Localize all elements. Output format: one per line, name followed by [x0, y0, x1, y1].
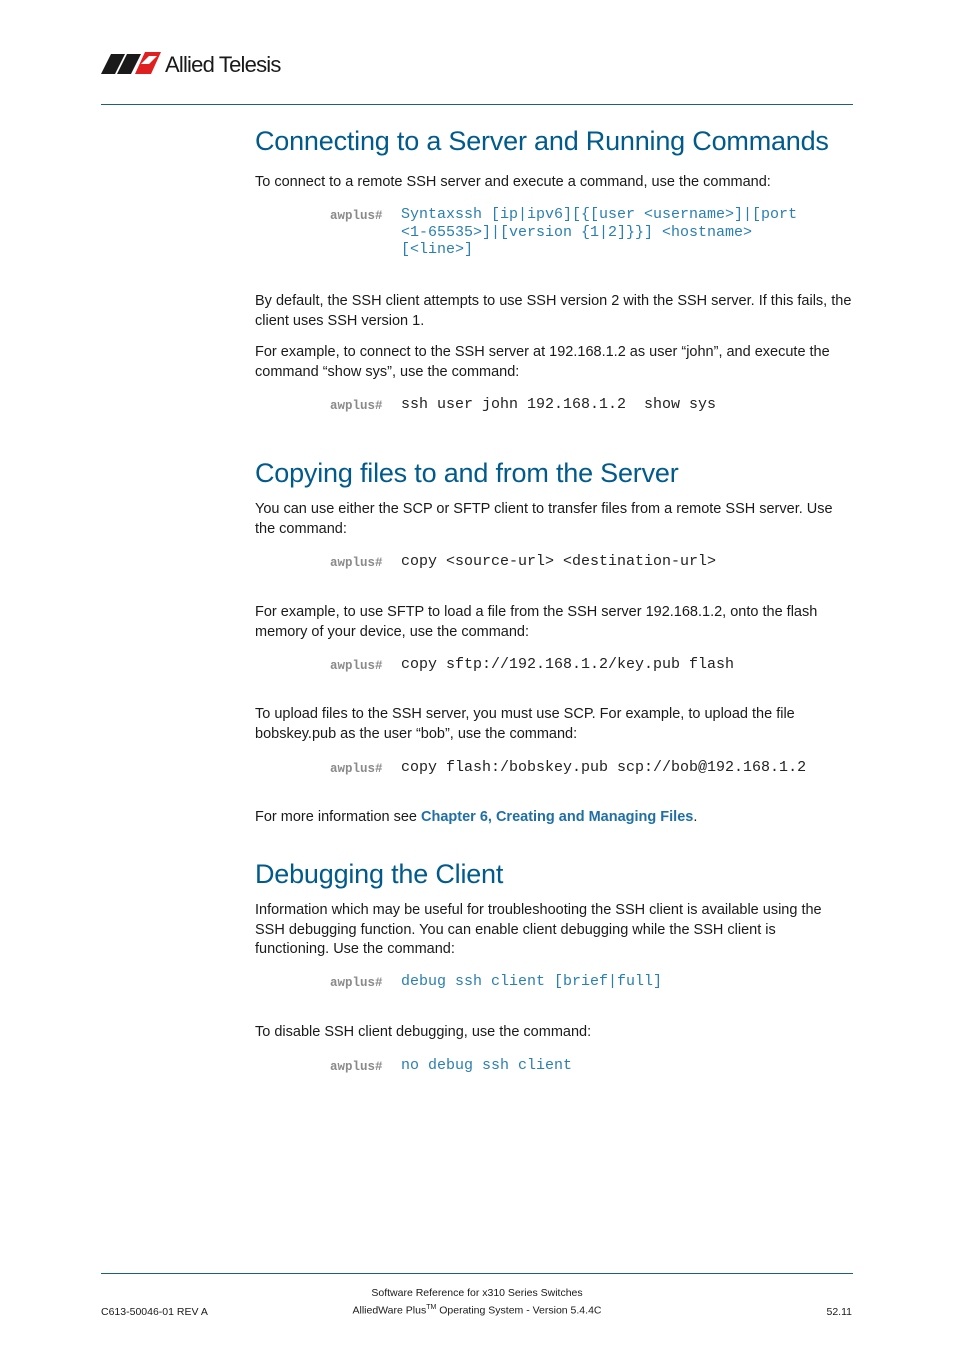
- section3-intro: Information which may be useful for troubleshooting the SSH client is available using the SSH debugging function. You can enable client debugging while the SSH client is functioning. Use the command:: [255, 902, 822, 957]
- command-prompt: awplus#: [330, 976, 383, 990]
- no-debug-syntax: no debug ssh client: [401, 1057, 573, 1074]
- syntax-line-1: Syntaxssh [ip|ipv6][{[user <username>]|[port: [401, 206, 798, 223]
- section2-para-scp: To upload files to the SSH server, you must use SCP. For example, to upload the file bobskey.pub as the user “bob”, use the command:: [255, 706, 795, 742]
- footer-product: AlliedWare Plus: [352, 1304, 427, 1317]
- section2-more-info: [255, 808, 853, 828]
- command-prompt: awplus#: [330, 762, 383, 776]
- allied-telesis-logo: [101, 50, 296, 80]
- footer-rule: [101, 1273, 853, 1274]
- footer-trademark: TM: [426, 1304, 437, 1311]
- command-prompt: awplus#: [330, 1060, 383, 1074]
- example-ssh-command: ssh user john 192.168.1.2 show sys: [401, 396, 717, 413]
- copy-syntax: copy <source-url> <destination-url>: [401, 553, 717, 570]
- more-info-suffix: .: [693, 809, 698, 825]
- syntax-line-2: <1-65535>]|[version {1|2]}}] <hostname>: [401, 224, 753, 241]
- more-info-prefix: For more information see: [255, 809, 422, 825]
- syntax-line-3: [<line>]: [401, 241, 474, 258]
- example-scp-command: copy flash:/bobskey.pub scp://bob@192.168.1.2: [401, 759, 807, 776]
- section2-para-sftp: For example, to use SFTP to load a file from the SSH server 192.168.1.2, onto the flash memory of your device, use the command:: [255, 604, 818, 640]
- debug-syntax: debug ssh client [brief|full]: [401, 973, 663, 990]
- section-heading-debugging: Debugging the Client: [255, 859, 504, 889]
- command-prompt: awplus#: [330, 209, 383, 223]
- command-prompt: awplus#: [330, 659, 383, 673]
- chapter-6-link[interactable]: Chapter 6, Creating and Managing Files: [421, 809, 694, 825]
- footer-title-line1: Software Reference for x310 Series Switches: [371, 1287, 583, 1299]
- command-prompt: awplus#: [330, 399, 383, 413]
- section1-para-example: For example, to connect to the SSH server at 192.168.1.2 as user “john”, and execute the command “show sys”, use the command:: [255, 344, 830, 380]
- footer-version: Operating System - Version 5.4.4C: [436, 1304, 602, 1317]
- header-rule: [101, 104, 853, 105]
- command-prompt: awplus#: [330, 556, 383, 570]
- footer-title-line2: [0, 1304, 954, 1317]
- section1-intro: To connect to a remote SSH server and execute a command, use the command:: [255, 174, 771, 190]
- allied-telesis-logo-icon: [101, 50, 163, 76]
- section-heading-copying: Copying files to and from the Server: [255, 458, 679, 488]
- section3-para-disable: To disable SSH client debugging, use the command:: [255, 1024, 592, 1040]
- section1-para-version: By default, the SSH client attempts to use SSH version 2 with the SSH server. If this fails, the client uses SSH version 1.: [255, 293, 852, 329]
- footer-page-number: 52.11: [826, 1306, 852, 1318]
- footer-doc-number: C613-50046-01 REV A: [101, 1306, 208, 1318]
- section-heading-connecting: Connecting to a Server and Running Commands: [255, 126, 829, 156]
- section2-intro: You can use either the SCP or SFTP client to transfer files from a remote SSH server. Use the command:: [255, 501, 833, 537]
- example-sftp-command: copy sftp://192.168.1.2/key.pub flash: [401, 656, 735, 673]
- logo-text: Allied Telesis: [165, 52, 281, 77]
